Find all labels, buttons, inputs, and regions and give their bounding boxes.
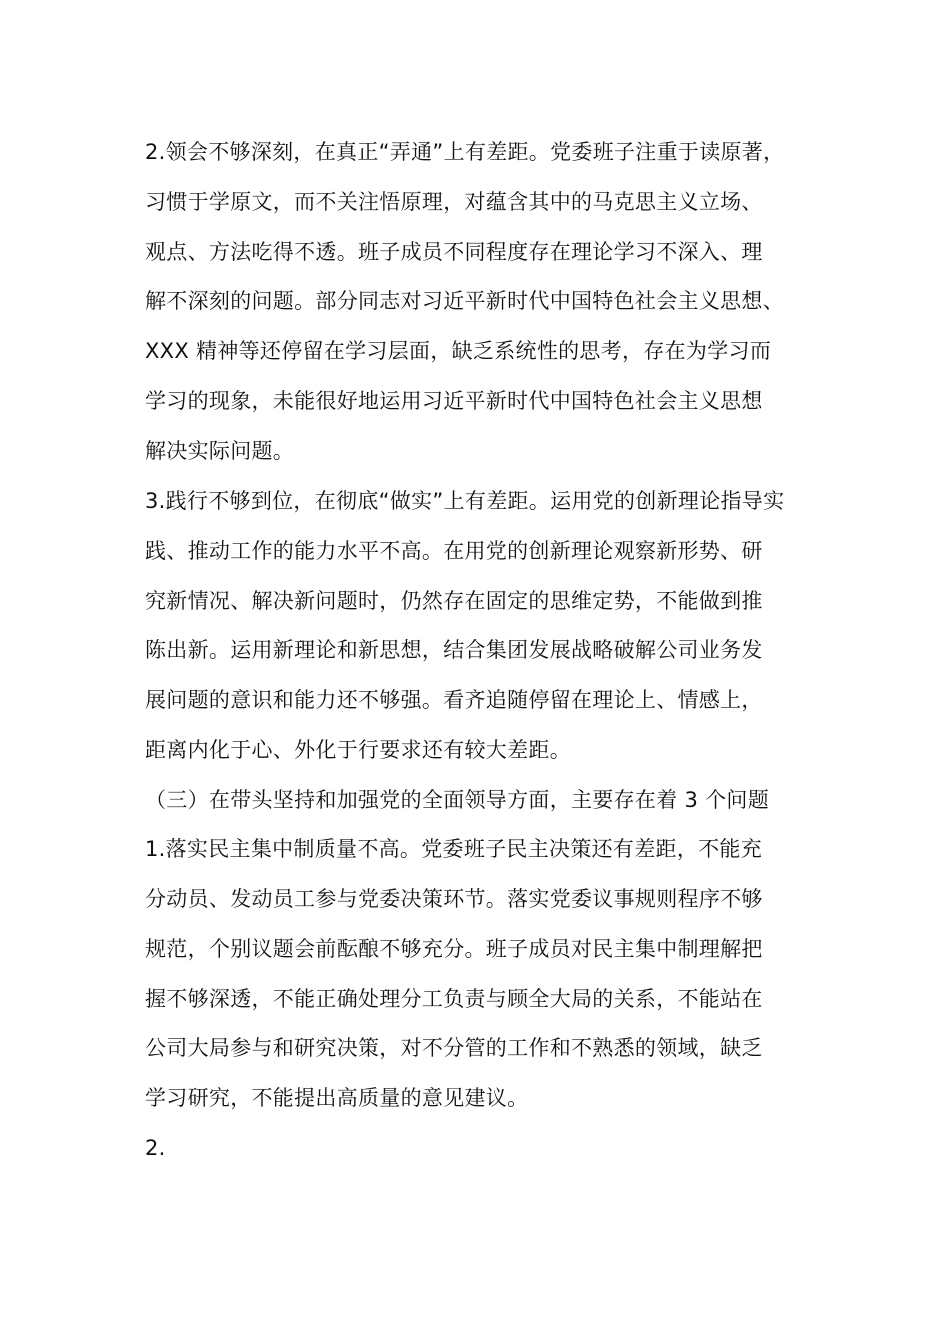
text-line: 解不深刻的问题。部分同志对习近平新时代中国特色社会主义思想、 <box>145 289 784 313</box>
text-line: 分动员、发动员工参与党委决策环节。落实党委议事规则程序不够 <box>145 887 763 911</box>
text-line: 解决实际问题。 <box>145 439 295 463</box>
text-line: 规范，个别议题会前酝酿不够充分。班子成员对民主集中制理解把 <box>145 937 763 961</box>
text-line: 3.践行不够到位，在彻底“做实”上有差距。运用党的创新理论指导实 <box>145 489 785 513</box>
text-line: 展问题的意识和能力还不够强。看齐追随停留在理论上、情感上， <box>145 688 763 712</box>
section-heading: （三）在带头坚持和加强党的全面领导方面，主要存在着 3 个问题 <box>145 788 770 812</box>
text-line: 握不够深透，不能正确处理分工负责与顾全大局的关系，不能站在 <box>145 987 763 1011</box>
text-line: 究新情况、解决新问题时，仍然存在固定的思维定势，不能做到推 <box>145 589 763 613</box>
text-line: 公司大局参与和研究决策，对不分管的工作和不熟悉的领域，缺乏 <box>145 1036 763 1060</box>
text-line: 践、推动工作的能力水平不高。在用党的创新理论观察新形势、研 <box>145 539 763 563</box>
text-line: 学习的现象，未能很好地运用习近平新时代中国特色社会主义思想 <box>145 389 763 413</box>
text-line: 习惯于学原文，而不关注悟原理，对蕴含其中的马克思主义立场、 <box>145 190 763 214</box>
text-line: 2.领会不够深刻，在真正“弄通”上有差距。党委班子注重于读原著， <box>145 140 785 164</box>
text-line: 学习研究，不能提出高质量的意见建议。 <box>145 1086 529 1110</box>
text-line: 陈出新。运用新理论和新思想，结合集团发展战略破解公司业务发 <box>145 638 763 662</box>
text-line: 距离内化于心、外化于行要求还有较大差距。 <box>145 738 571 762</box>
text-line: 观点、方法吃得不透。班子成员不同程度存在理论学习不深入、理 <box>145 240 763 264</box>
text-line: XXX 精神等还停留在学习层面，缺乏系统性的思考，存在为学习而 <box>145 339 772 363</box>
text-line: 2. <box>145 1136 166 1160</box>
text-line: 1.落实民主集中制质量不高。党委班子民主决策还有差距，不能充 <box>145 837 763 861</box>
